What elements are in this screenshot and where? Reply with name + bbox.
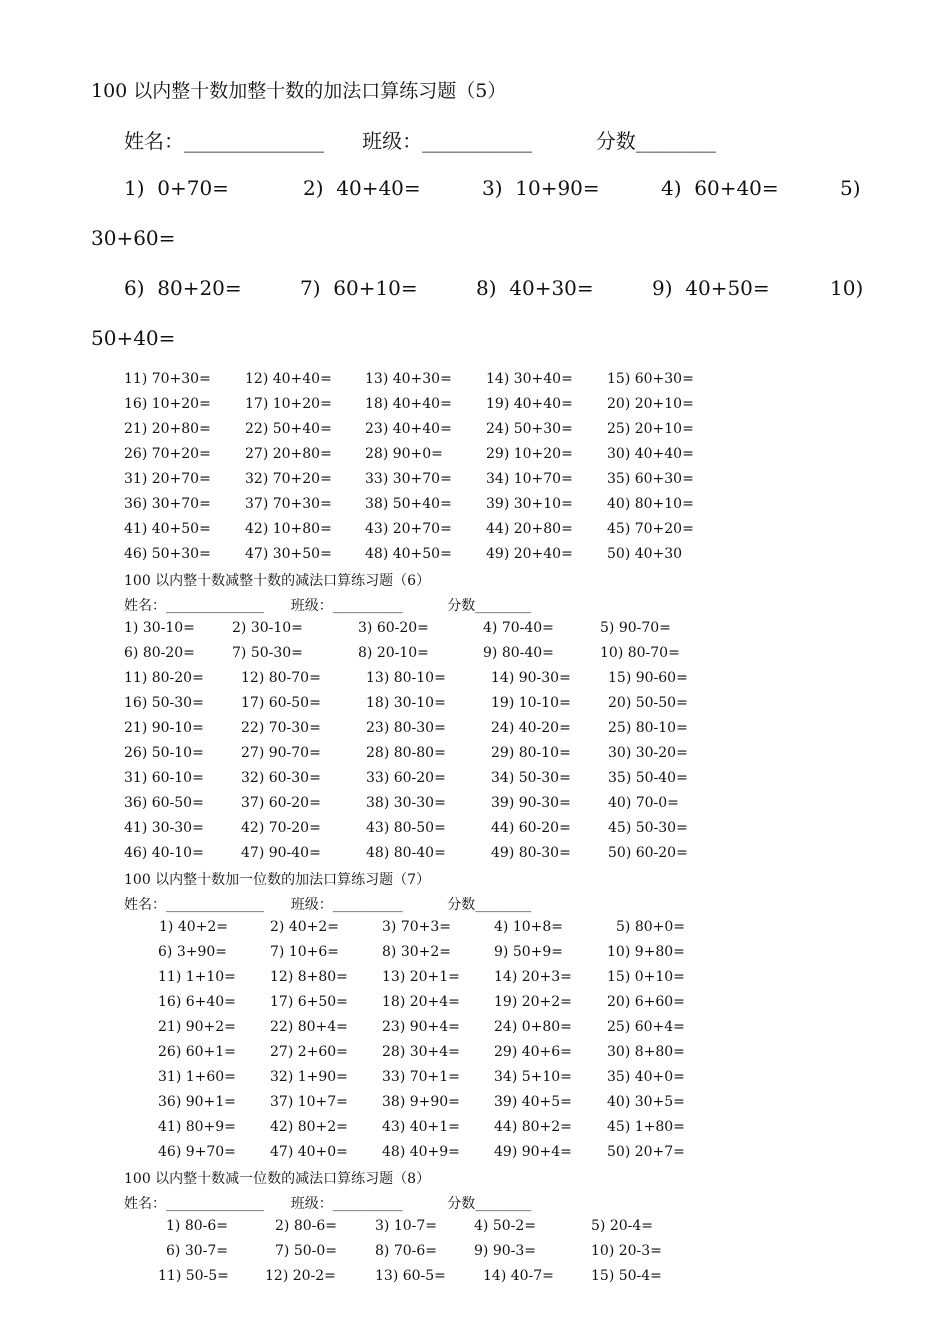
problem: 2) 40+40= — [303, 176, 421, 200]
problem: 21) 20+80= — [124, 421, 211, 437]
section-6-title: 100 以内整十数减整十数的减法口算练习题（6） — [124, 573, 431, 589]
problem: 27) 20+80= — [245, 446, 332, 462]
problem: 13) 40+30= — [365, 371, 452, 387]
problem: 3) 10-7= — [375, 1218, 438, 1234]
problem: 10) 9+80= — [607, 944, 685, 960]
problem: 5) 90-70= — [600, 620, 671, 636]
problem: 47) 30+50= — [245, 546, 332, 562]
problem: 16) 10+20= — [124, 396, 211, 412]
problem: 14) 30+40= — [486, 371, 573, 387]
problem: 28) 90+0= — [365, 446, 443, 462]
section-7-title: 100 以内整十数加一位数的加法口算练习题（7） — [124, 872, 431, 888]
problem: 24) 40-20= — [491, 720, 571, 736]
problem: 45) 50-30= — [608, 820, 688, 836]
problem: 10) 20-3= — [591, 1243, 662, 1259]
problem: 41) 80+9= — [158, 1119, 236, 1135]
problem: 19) 40+40= — [486, 396, 573, 412]
problem: 7) 60+10= — [300, 276, 418, 300]
problem: 30) 40+40= — [607, 446, 694, 462]
problem: 44) 60-20= — [491, 820, 571, 836]
problem: 2) 80-6= — [275, 1218, 338, 1234]
problem: 10) — [830, 276, 864, 300]
problem: 45) 70+20= — [607, 521, 694, 537]
problem: 3) 60-20= — [358, 620, 429, 636]
problem: 39) 30+10= — [486, 496, 573, 512]
problem: 12) 20-2= — [265, 1268, 336, 1284]
problem: 39) 40+5= — [494, 1094, 572, 1110]
problem: 17) 60-50= — [241, 695, 321, 711]
problem: 42) 80+2= — [270, 1119, 348, 1135]
problem: 18) 20+4= — [382, 994, 460, 1010]
problem: 22) 70-30= — [241, 720, 321, 736]
problem: 8) 70-6= — [375, 1243, 438, 1259]
problem: 15) 90-60= — [608, 670, 688, 686]
problem: 49) 80-30= — [491, 845, 571, 861]
problem: 11) 50-5= — [158, 1268, 229, 1284]
problem: 36) 90+1= — [158, 1094, 236, 1110]
problem: 13) 20+1= — [382, 969, 460, 985]
problem: 24) 0+80= — [494, 1019, 572, 1035]
problem: 34) 10+70= — [486, 471, 573, 487]
problem: 50) 40+30 — [607, 546, 683, 562]
problem: 8) 20-10= — [358, 645, 429, 661]
problem-wrap: 50+40= — [91, 326, 176, 350]
problem: 3) 10+90= — [482, 176, 600, 200]
problem: 33) 70+1= — [382, 1069, 460, 1085]
problem: 1) 80-6= — [166, 1218, 229, 1234]
problem: 12) 80-70= — [241, 670, 321, 686]
problem: 48) 80-40= — [366, 845, 446, 861]
problem: 5) — [840, 176, 861, 200]
problem: 46) 40-10= — [124, 845, 204, 861]
problem: 49) 90+4= — [494, 1144, 572, 1160]
problem: 7) 50-0= — [275, 1243, 338, 1259]
problem: 43) 80-50= — [366, 820, 446, 836]
problem: 29) 10+20= — [486, 446, 573, 462]
problem: 31) 1+60= — [158, 1069, 236, 1085]
section-6-info-line: 姓名：______________ 班级：__________ 分数________ — [124, 598, 532, 614]
problem: 15) 50-4= — [591, 1268, 662, 1284]
problem: 21) 90+2= — [158, 1019, 236, 1035]
problem: 22) 80+4= — [270, 1019, 348, 1035]
problem: 5) 80+0= — [616, 919, 686, 935]
problem: 34) 50-30= — [491, 770, 571, 786]
problem: 4) 50-2= — [474, 1218, 537, 1234]
problem: 9) 80-40= — [483, 645, 554, 661]
problem: 50) 60-20= — [608, 845, 688, 861]
problem: 40) 30+5= — [607, 1094, 685, 1110]
problem: 17) 10+20= — [245, 396, 332, 412]
problem: 40) 70-0= — [608, 795, 679, 811]
problem: 48) 40+9= — [382, 1144, 460, 1160]
problem: 20) 6+60= — [607, 994, 685, 1010]
section-5-title: 100 以内整十数加整十数的加法口算练习题（5） — [91, 80, 507, 102]
problem: 36) 60-50= — [124, 795, 204, 811]
section-5-info-line: 姓名：______________ 班级：___________ 分数________ — [124, 129, 716, 153]
problem: 2) 40+2= — [270, 919, 340, 935]
problem: 13) 60-5= — [375, 1268, 446, 1284]
problem: 18) 30-10= — [366, 695, 446, 711]
problem: 9) 40+50= — [652, 276, 770, 300]
problem: 21) 90-10= — [124, 720, 204, 736]
problem: 34) 5+10= — [494, 1069, 572, 1085]
problem: 41) 30-30= — [124, 820, 204, 836]
problem: 30) 8+80= — [607, 1044, 685, 1060]
problem: 38) 9+90= — [382, 1094, 460, 1110]
problem: 23) 90+4= — [382, 1019, 460, 1035]
problem: 16) 50-30= — [124, 695, 204, 711]
problem: 19) 20+2= — [494, 994, 572, 1010]
problem: 39) 90-30= — [491, 795, 571, 811]
problem: 37) 10+7= — [270, 1094, 348, 1110]
problem: 25) 20+10= — [607, 421, 694, 437]
problem: 6) 80+20= — [124, 276, 242, 300]
problem: 33) 60-20= — [366, 770, 446, 786]
problem: 38) 30-30= — [366, 795, 446, 811]
problem: 40) 80+10= — [607, 496, 694, 512]
problem: 22) 50+40= — [245, 421, 332, 437]
problem: 4) 60+40= — [661, 176, 779, 200]
problem: 10) 80-70= — [600, 645, 680, 661]
problem: 30) 30-20= — [608, 745, 688, 761]
problem: 13) 80-10= — [366, 670, 446, 686]
problem: 19) 10-10= — [491, 695, 571, 711]
problem: 29) 80-10= — [491, 745, 571, 761]
problem: 12) 40+40= — [245, 371, 332, 387]
problem: 26) 60+1= — [158, 1044, 236, 1060]
problem: 33) 30+70= — [365, 471, 452, 487]
problem: 1) 30-10= — [124, 620, 195, 636]
problem: 37) 60-20= — [241, 795, 321, 811]
problem: 44) 20+80= — [486, 521, 573, 537]
problem: 28) 30+4= — [382, 1044, 460, 1060]
problem: 4) 10+8= — [494, 919, 564, 935]
problem: 49) 20+40= — [486, 546, 573, 562]
section-8-title: 100 以内整十数减一位数的减法口算练习题（8） — [124, 1171, 431, 1187]
problem: 8) 30+2= — [382, 944, 452, 960]
problem: 3) 70+3= — [382, 919, 452, 935]
problem: 11) 70+30= — [124, 371, 211, 387]
problem: 23) 40+40= — [365, 421, 452, 437]
problem: 31) 60-10= — [124, 770, 204, 786]
problem: 27) 2+60= — [270, 1044, 348, 1060]
problem: 43) 40+1= — [382, 1119, 460, 1135]
problem: 23) 80-30= — [366, 720, 446, 736]
problem: 25) 60+4= — [607, 1019, 685, 1035]
problem: 4) 70-40= — [483, 620, 554, 636]
problem: 47) 90-40= — [241, 845, 321, 861]
problem: 20) 50-50= — [608, 695, 688, 711]
problem: 37) 70+30= — [245, 496, 332, 512]
problem: 9) 50+9= — [494, 944, 564, 960]
problem: 5) 20-4= — [591, 1218, 654, 1234]
problem: 35) 50-40= — [608, 770, 688, 786]
problem: 7) 10+6= — [270, 944, 340, 960]
problem: 6) 30-7= — [166, 1243, 229, 1259]
problem: 36) 30+70= — [124, 496, 211, 512]
problem: 35) 60+30= — [607, 471, 694, 487]
problem: 8) 40+30= — [476, 276, 594, 300]
problem: 12) 8+80= — [270, 969, 348, 985]
problem: 28) 80-80= — [366, 745, 446, 761]
section-7-info-line: 姓名：______________ 班级：__________ 分数________ — [124, 897, 532, 913]
problem: 2) 30-10= — [232, 620, 303, 636]
section-8-info-line: 姓名：______________ 班级：__________ 分数________ — [124, 1196, 532, 1212]
problem: 14) 90-30= — [491, 670, 571, 686]
problem: 1) 40+2= — [159, 919, 229, 935]
problem: 32) 1+90= — [270, 1069, 348, 1085]
problem: 42) 70-20= — [241, 820, 321, 836]
problem: 15) 0+10= — [607, 969, 685, 985]
problem: 27) 90-70= — [241, 745, 321, 761]
problem: 16) 6+40= — [158, 994, 236, 1010]
problem: 32) 70+20= — [245, 471, 332, 487]
problem: 20) 20+10= — [607, 396, 694, 412]
problem: 26) 50-10= — [124, 745, 204, 761]
problem: 44) 80+2= — [494, 1119, 572, 1135]
problem: 14) 20+3= — [494, 969, 572, 985]
problem: 35) 40+0= — [607, 1069, 685, 1085]
problem: 45) 1+80= — [607, 1119, 685, 1135]
problem: 32) 60-30= — [241, 770, 321, 786]
problem: 17) 6+50= — [270, 994, 348, 1010]
problem: 43) 20+70= — [365, 521, 452, 537]
problem: 38) 50+40= — [365, 496, 452, 512]
problem: 46) 9+70= — [158, 1144, 236, 1160]
problem: 47) 40+0= — [270, 1144, 348, 1160]
problem: 25) 80-10= — [608, 720, 688, 736]
problem: 26) 70+20= — [124, 446, 211, 462]
problem: 18) 40+40= — [365, 396, 452, 412]
problem: 42) 10+80= — [245, 521, 332, 537]
problem: 29) 40+6= — [494, 1044, 572, 1060]
problem: 9) 90-3= — [474, 1243, 537, 1259]
problem: 7) 50-30= — [232, 645, 303, 661]
problem: 46) 50+30= — [124, 546, 211, 562]
problem: 6) 3+90= — [158, 944, 228, 960]
problem: 31) 20+70= — [124, 471, 211, 487]
problem: 14) 40-7= — [483, 1268, 554, 1284]
problem: 6) 80-20= — [124, 645, 195, 661]
problem: 15) 60+30= — [607, 371, 694, 387]
problem: 24) 50+30= — [486, 421, 573, 437]
problem: 11) 80-20= — [124, 670, 204, 686]
problem-wrap: 30+60= — [91, 226, 176, 250]
problem: 48) 40+50= — [365, 546, 452, 562]
problem: 11) 1+10= — [158, 969, 236, 985]
problem: 1) 0+70= — [124, 176, 229, 200]
problem: 41) 40+50= — [124, 521, 211, 537]
problem: 50) 20+7= — [607, 1144, 685, 1160]
